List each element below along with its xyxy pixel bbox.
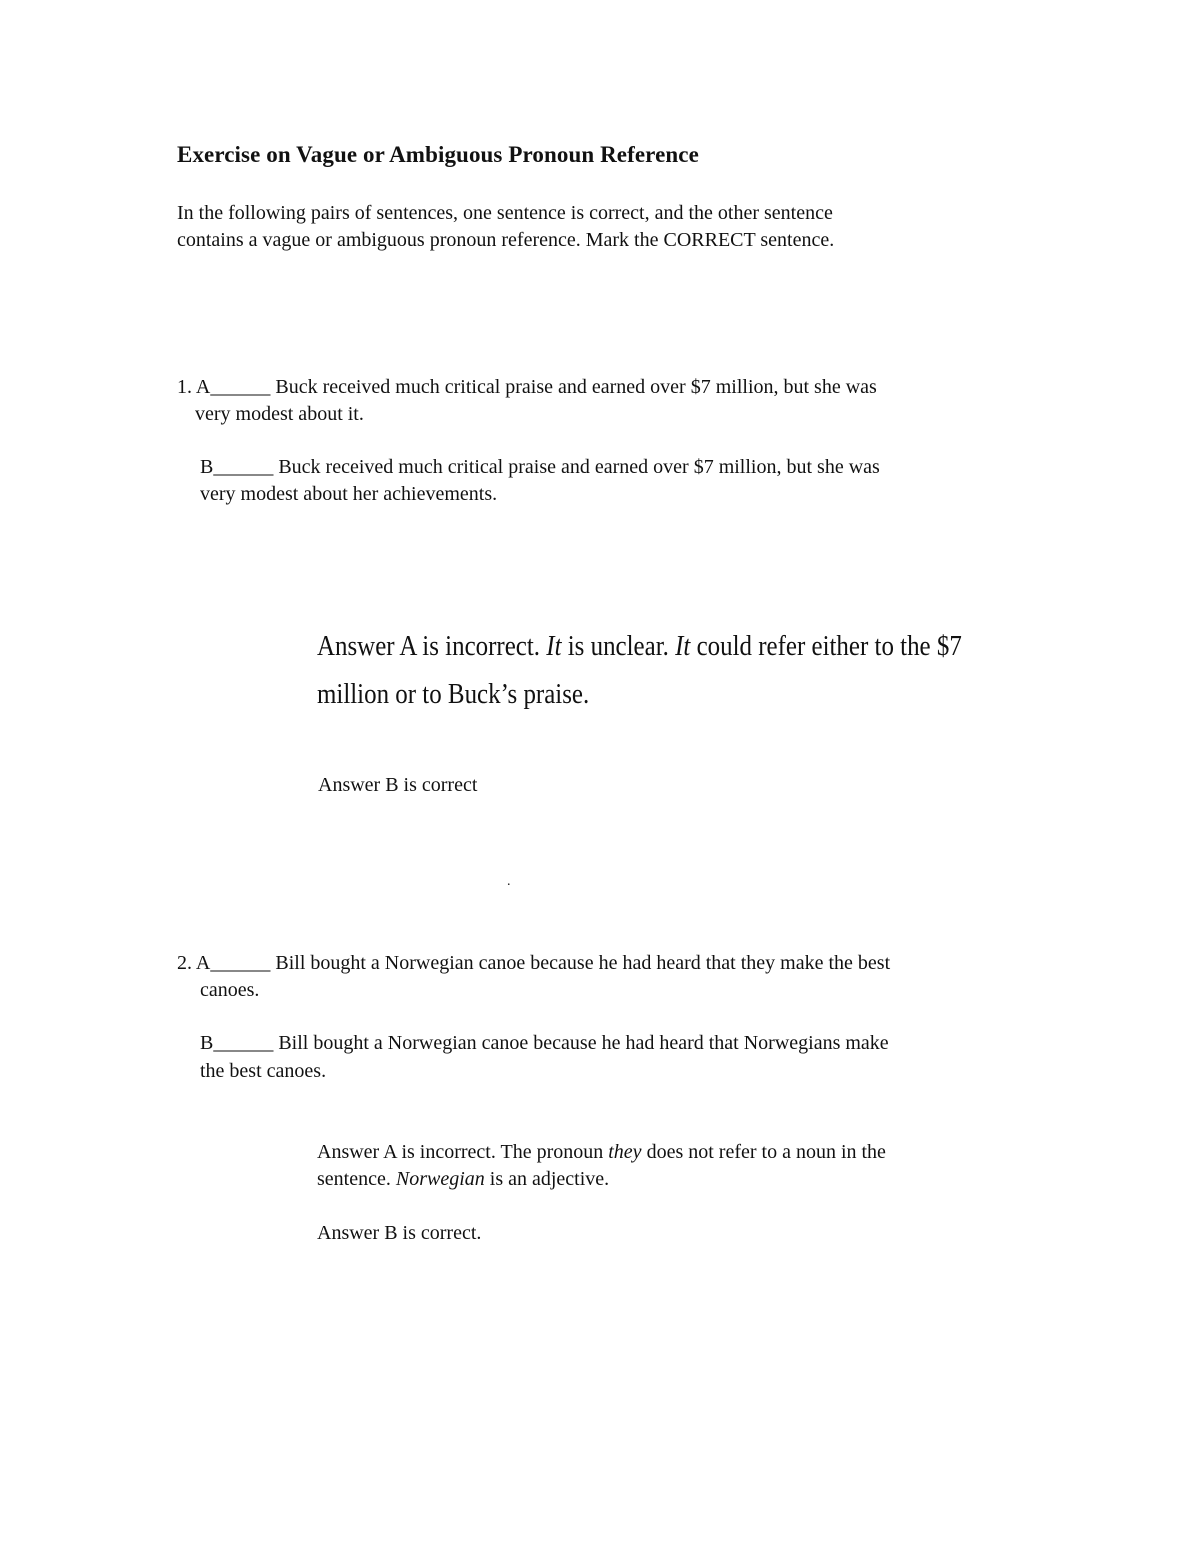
q1-answer-b: Answer B is correct	[318, 774, 478, 796]
q2-answer-a-line-1	[317, 1139, 886, 1166]
q1-answer-a-it-2: It	[675, 630, 691, 662]
q2-option-a-label: A______	[195, 952, 271, 974]
q1-option-b-label: B______	[200, 456, 274, 478]
page-title: Exercise on Vague or Ambiguous Pronoun Reference	[177, 142, 699, 167]
q1-number: 1.	[177, 376, 192, 398]
q2-option-a-text: Bill bought a Norwegian canoe because he had heard that they make the best	[275, 952, 891, 974]
q1-answer-a-explanation	[317, 622, 962, 718]
q2-option-b-line-2: the best canoes.	[200, 1060, 327, 1082]
q2-answer-a-norwegian: Norwegian	[395, 1168, 485, 1190]
q2-option-b-label: B______	[200, 1032, 274, 1054]
q2-answer-b: Answer B is correct.	[317, 1222, 482, 1244]
q1-option-a-label: A______	[195, 376, 271, 398]
q2-answer-a-line-2	[317, 1166, 609, 1193]
q1-answer-a-line-1	[317, 622, 962, 670]
q1-answer-a-it-1: It	[546, 630, 562, 662]
q1-option-a-line-1	[177, 374, 877, 401]
instructions	[177, 200, 997, 254]
q2-option-b-text: Bill bought a Norwegian canoe because he had heard that Norwegians make	[278, 1032, 889, 1054]
stray-dot: .	[507, 874, 511, 889]
q1-option-a-line-2: very modest about it.	[195, 403, 364, 425]
q2-option-a-line-1	[177, 950, 890, 977]
q2-answer-a-text-2: does not refer to a noun in the	[646, 1141, 886, 1163]
q2-option-a-line-2: canoes.	[200, 979, 260, 1001]
instructions-line-2: contains a vague or ambiguous pronoun reference. Mark the CORRECT sentence.	[177, 229, 835, 251]
q2-option-b-line-1	[200, 1030, 889, 1057]
q1-answer-a-text-2: is unclear.	[567, 630, 669, 662]
q2-answer-a-text-3: sentence.	[317, 1168, 391, 1190]
q2-answer-a-they: they	[608, 1141, 642, 1163]
instructions-line-1: In the following pairs of sentences, one sentence is correct, and the other sentence	[177, 202, 833, 224]
q2-answer-a-text-1: Answer A is incorrect. The pronoun	[317, 1141, 604, 1163]
q1-option-b-line-2: very modest about her achievements.	[200, 483, 498, 505]
q1-answer-a-text-1: Answer A is incorrect.	[317, 630, 541, 662]
q1-option-a-text: Buck received much critical praise and earned over $7 million, but she was	[275, 376, 877, 398]
q1-answer-a-text-3: could refer either to the $7	[696, 630, 962, 662]
q2-number: 2.	[177, 952, 192, 974]
q1-answer-a-line-2: million or to Buck’s praise.	[317, 678, 590, 710]
q1-option-b-text: Buck received much critical praise and earned over $7 million, but she was	[278, 456, 880, 478]
q2-answer-a-text-4: is an adjective.	[489, 1168, 610, 1190]
q1-option-b-line-1	[200, 454, 880, 481]
